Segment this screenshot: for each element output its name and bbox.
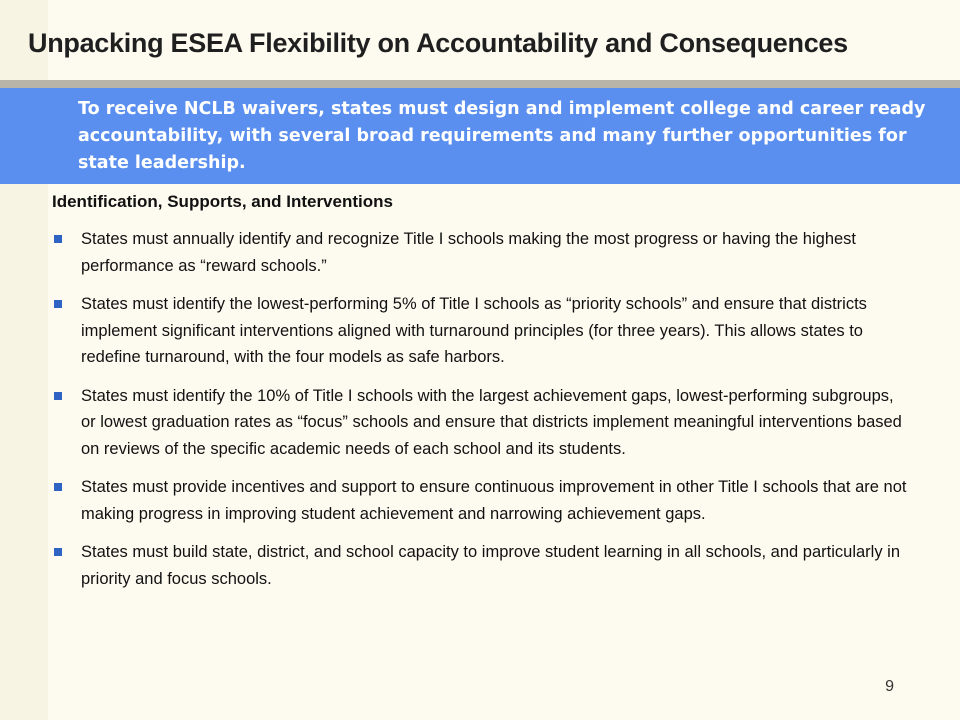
bullet-item-reward-schools xyxy=(52,226,912,279)
bullet-text: States must provide incentives and support to ensure continuous improvement in other Title I schools that are not making progress in improving student achievement and narrowing achievement gaps. xyxy=(81,478,907,523)
bullet-item-other-title-i-schools xyxy=(52,474,912,527)
slide-title: Unpacking ESEA Flexibility on Accountability and Consequences xyxy=(28,28,848,58)
bullet-text: States must annually identify and recognize Title I schools making the most progress or having the highest performance as “reward schools.” xyxy=(81,230,857,275)
square-bullet-icon xyxy=(54,235,62,243)
bullet-list xyxy=(52,226,912,604)
bullet-text: States must identify the 10% of Title I schools with the largest achievement gaps, lowest-performing subgroups, or lowest graduation rates as “focus” schools and ensure that districts implement meaningful interventions based on reviews of the specific academic needs of each school and its students. xyxy=(81,386,902,458)
summary-banner-text: To receive NCLB waivers, states must design and implement college and career ready accountability, with several broad requirements and many further opportunities for state leadership. xyxy=(78,99,926,173)
bullet-text: States must identify the lowest-performing 5% of Title I schools as “priority schools” and ensure that districts implement significant interventions aligned with turnaround principles (for three years). This allows states to redefine turnaround, with the four models as safe harbors. xyxy=(81,295,867,366)
square-bullet-icon xyxy=(54,548,62,556)
square-bullet-icon xyxy=(54,483,62,491)
bullet-item-capacity-building xyxy=(52,539,912,592)
section-heading: Identification, Supports, and Interventions xyxy=(52,192,393,211)
bullet-item-focus-schools xyxy=(52,383,912,463)
bullet-text: States must build state, district, and school capacity to improve student learning in all schools, and particularly in priority and focus schools. xyxy=(81,543,900,588)
title-divider xyxy=(0,80,960,88)
square-bullet-icon xyxy=(54,300,62,308)
bullet-item-priority-schools xyxy=(52,291,912,371)
square-bullet-icon xyxy=(54,392,62,400)
page-number: 9 xyxy=(885,678,894,695)
